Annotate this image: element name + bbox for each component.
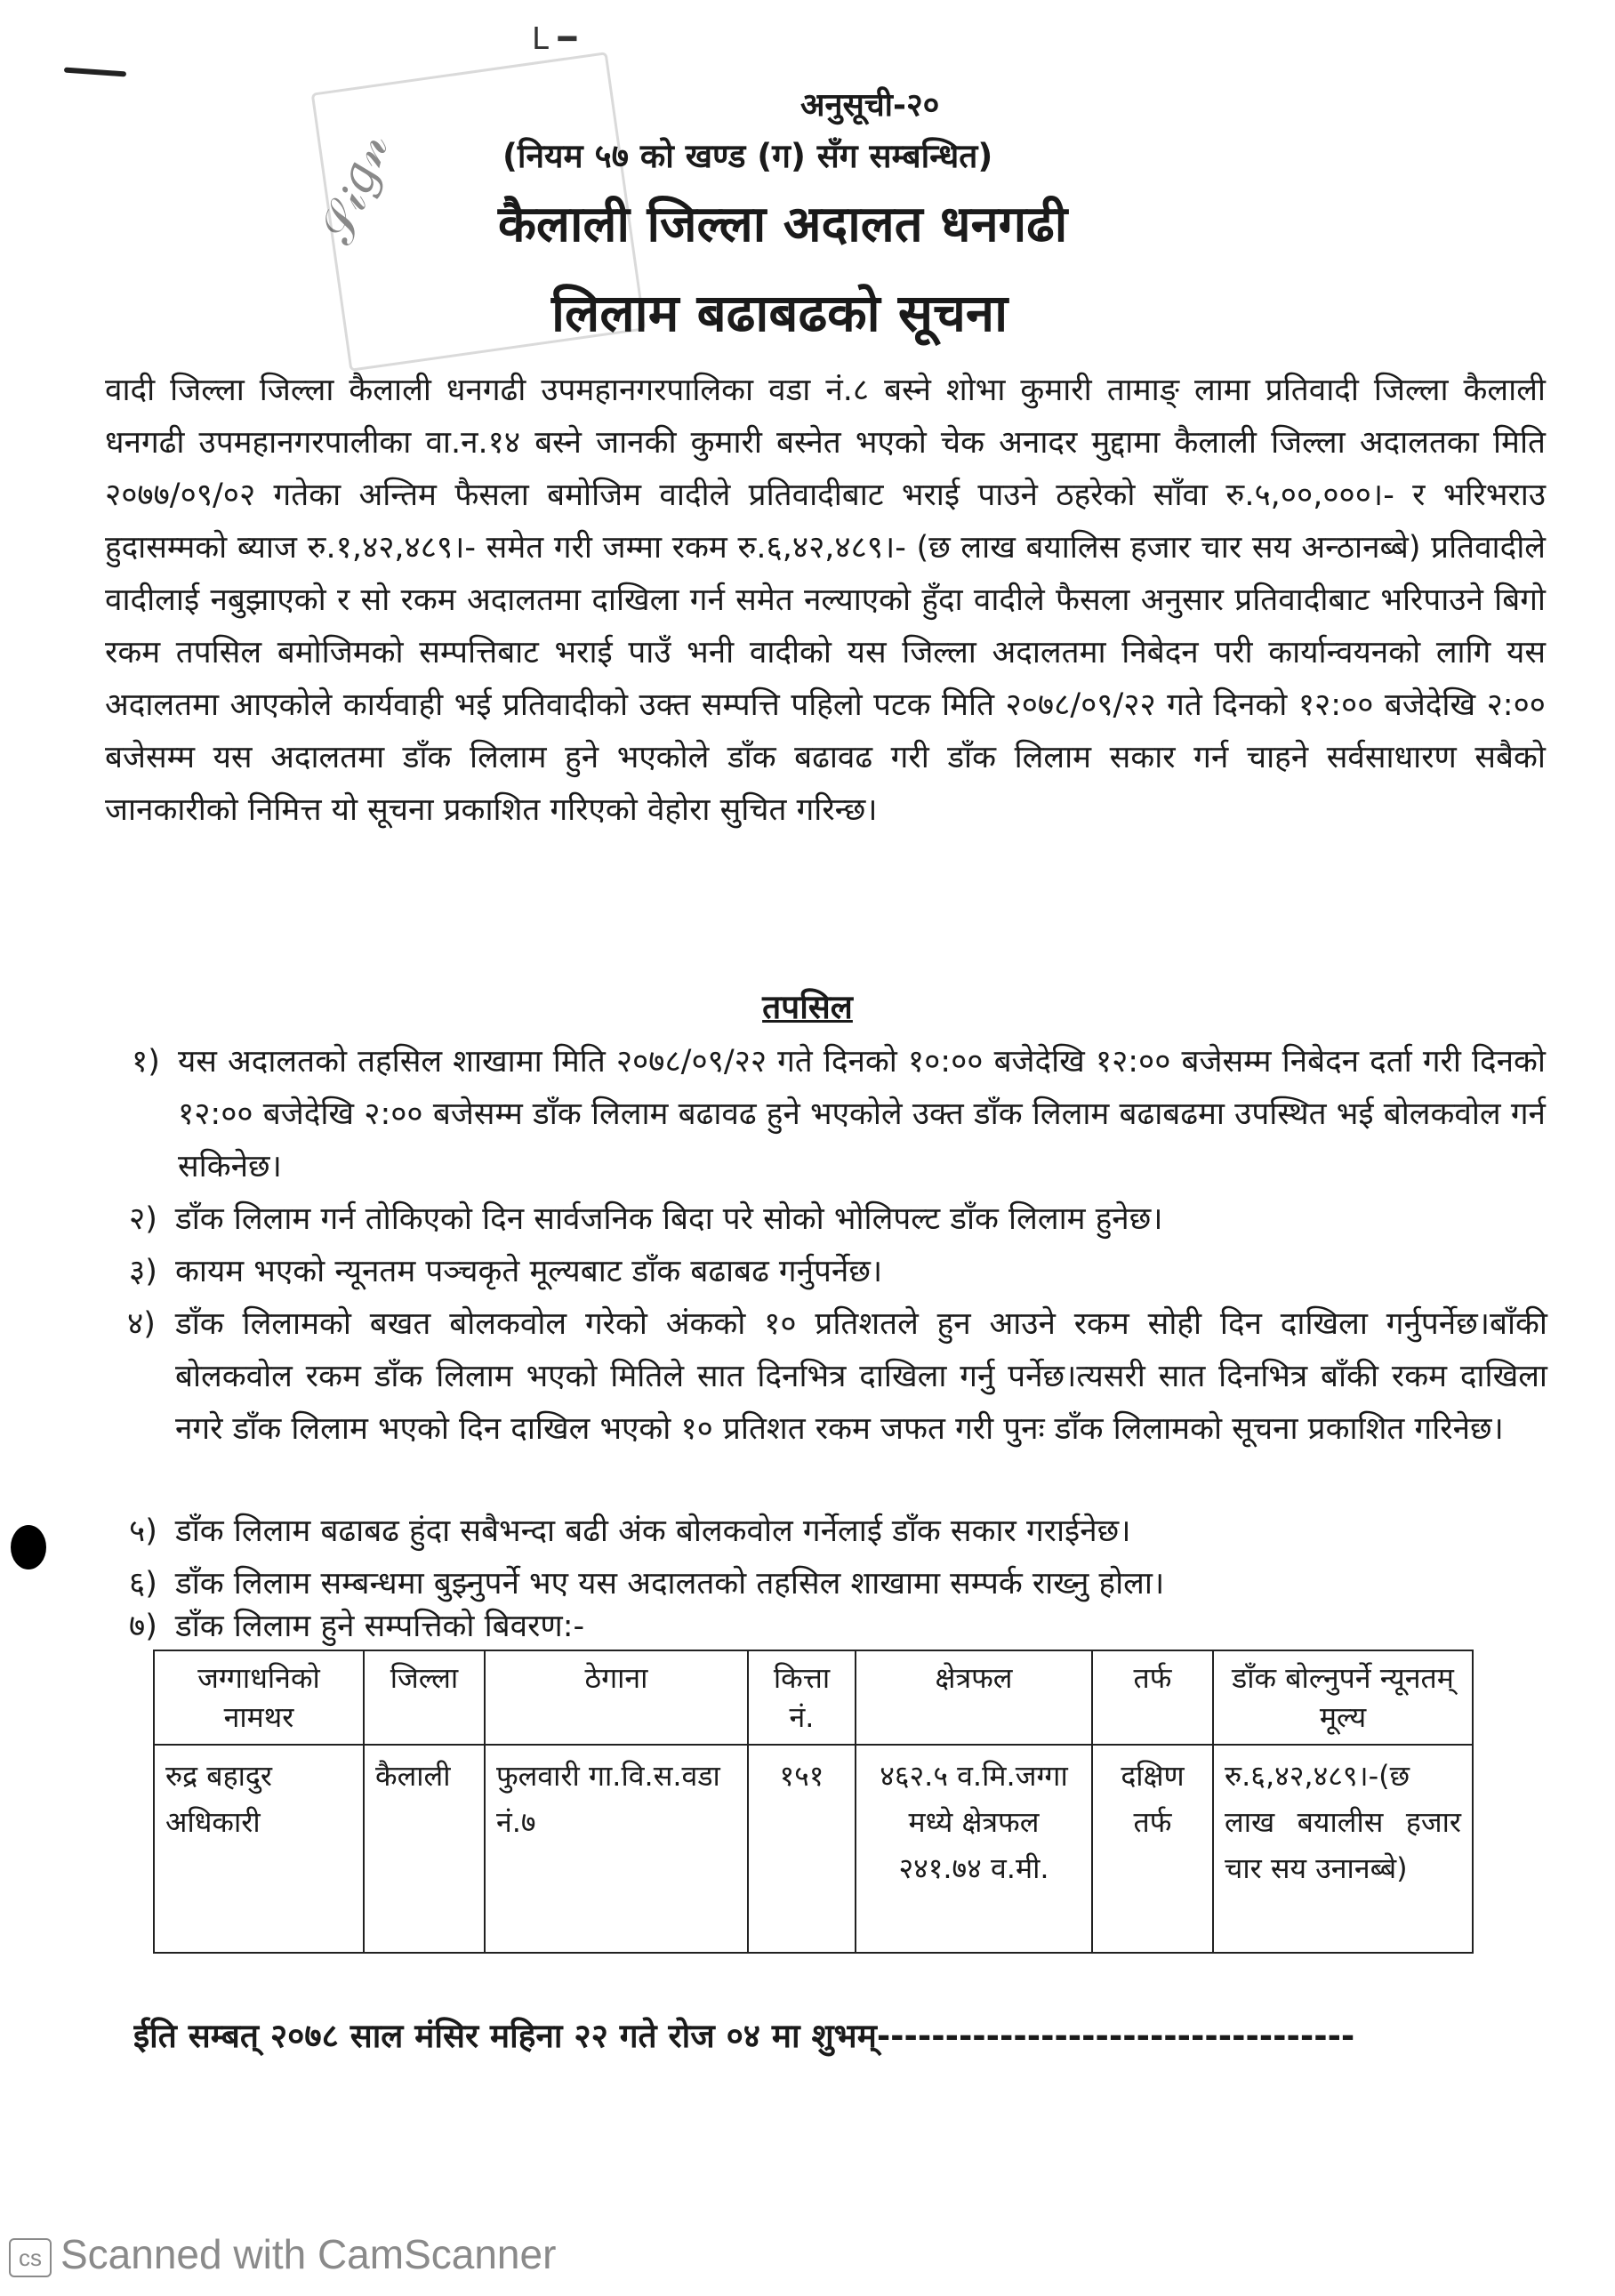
details-heading-text: तपसिल: [762, 988, 853, 1026]
notice-paragraph: वादी जिल्ला जिल्ला कैलाली धनगढी उपमहानगरपालिका वडा नं.८ बस्ने शोभा कुमारी तामाङ् लामा प्रतिवादी जिल्ला कैलाली धनगढी उपमहानगरपालीका वा.न.१४ बस्ने जानकी कुमारी बस्नेत भएको चेक अनादर मुद्दामा कैलाली जिल्ला अदालतका मिति २०७७/०९/०२ गतेका अन्तिम फैसला बमोजिम वादीले प्रतिवादीबाट भराई पाउने ठहरेको साँवा रु.५,००,०००।- र भरिभराउ हुदासम्मको ब्याज रु.१,४२,४८९।- समेत गरी जम्मा रकम रु.६,४२,४८९।- (छ लाख बयालिस हजार चार सय अन्ठानब्बे) प्रतिवादीले वादीलाई नबुझाएको र सो रकम अदालतमा दाखिला गर्न समेत नल्याएको हुँदा वादीले फैसला अनुसार प्रतिवादीबाट भरिपाउने बिगो रकम तपसिल बमोजिमको सम्पत्तिबाट भराई पाउँ भनी वादीको यस जिल्ला अदालतमा निबेदन परी कार्यान्वयनको लागि यस अदालतमा आएकोले कार्यवाही भई प्रतिवादीको उक्त सम्पत्ति पहिलो पटक मिति २०७८/०९/२२ गते दिनको १२:०० बजेदेखि २:०० बजेसम्म यस अदालतमा डाँक लिलाम हुने भएकोले डाँक बढावढ गरी डाँक लिलाम सकार गर्न चाहने सर्वसाधारण सबैको जानकारीको निमित्त यो सूचना प्रकाशित गरिएको वेहोरा सुचित गरिन्छ।: [105, 373, 1546, 828]
clause-text: कायम भएको न्यूनतम पञ्चकृते मूल्यबाट डाँक बढाबढ गर्नुपर्नेछ।: [175, 1254, 883, 1289]
clause-number: ७): [129, 1609, 157, 1644]
camscanner-text: Scanned with CamScanner: [60, 2231, 557, 2277]
clause-text: डाँक लिलाम बढाबढ हुंदा सबैभन्दा बढी अंक बोलकवोल गर्नेलाई डाँक सकार गराईनेछ।: [175, 1513, 1131, 1549]
court-name: कैलाली जिल्ला अदालत धनगढी: [498, 196, 1068, 253]
punch-hole: [11, 1525, 46, 1569]
clause-text: डाँक लिलामको बखत बोलकवोल गरेको अंकको १० प्रतिशतले हुन आउने रकम सोही दिन दाखिला गर्नुपर्नेछ।बाँकी बोलकवोल रकम डाँक लिलाम भएको मितिले सात दिनभित्र दाखिला गर्नु पर्नेछ।त्यसरी सात दिनभित्र बाँकी रकम दाखिला नगरे डाँक लिलाम भएको दिन दाखिल भएको १० प्रतिशत रकम जफत गरी पुनः डाँक लिलामको सूचना प्रकाशित गरिनेछ।: [175, 1306, 1547, 1447]
cell-plot-number: १५१: [748, 1745, 856, 1953]
clause-text: डाँक लिलाम गर्न तोकिएको दिन सार्वजनिक बिदा परे सोको भोलिपल्ट डाँक लिलाम हुनेछ।: [175, 1201, 1163, 1237]
cell-address: फुलवारी गा.वि.स.वडा नं.७: [485, 1745, 748, 1953]
pen-mark-top: ᒪ ━: [532, 21, 577, 57]
col-area: क्षेत्रफल: [856, 1650, 1092, 1745]
cell-side: दक्षिण तर्फ: [1092, 1745, 1213, 1953]
clause-number: ४): [127, 1306, 156, 1342]
table-row: [154, 1745, 1473, 1953]
col-side: तर्फ: [1092, 1650, 1213, 1745]
rule-reference: (नियम ५७ को खण्ड (ग) सँग सम्बन्धित): [502, 137, 993, 175]
details-heading: [0, 983, 1615, 1028]
property-table: [153, 1650, 1474, 1954]
handwritten-signature: 𝒮𝒾𝑔𝓃: [308, 125, 400, 252]
clause-number: ३): [129, 1254, 157, 1289]
clause-number: २): [129, 1201, 157, 1237]
schedule-number: अनुसूची-२०: [800, 87, 940, 124]
cell-district: कैलाली: [364, 1745, 485, 1953]
clause-5: [129, 1505, 1547, 1558]
notice-title: लिलाम बढाबढको सूचना: [551, 283, 1008, 343]
col-plot-number: कित्ता नं.: [748, 1650, 856, 1745]
clause-2: [129, 1193, 1547, 1246]
clause-4: [127, 1298, 1547, 1456]
camscanner-watermark: [9, 2230, 556, 2278]
col-district: जिल्ला: [364, 1650, 485, 1745]
clause-number: ५): [129, 1513, 157, 1549]
cell-minimum-price: रु.६,४२,४८९।-(छ लाख बयालीस हजार चार सय उनानब्बे): [1213, 1745, 1473, 1953]
clause-text: डाँक लिलाम हुने सम्पत्तिको बिवरण:-: [175, 1609, 585, 1644]
closing-line: ईति सम्बत् २०७८ साल मंसिर महिना २२ गते रोज ०४ मा शुभम्-----------------------------------: [133, 2017, 1355, 2055]
clause-number: ६): [129, 1566, 157, 1602]
col-minimum-price: डाँक बोल्नुपर्ने न्यूनतम् मूल्य: [1213, 1650, 1473, 1745]
clause-1: [132, 1036, 1546, 1193]
pen-mark: [64, 68, 126, 77]
clause-number: १): [132, 1044, 160, 1080]
col-owner-name: जग्गाधनिको नामथर: [154, 1650, 364, 1745]
clause-text: यस अदालतको तहसिल शाखामा मिति २०७८/०९/२२ गते दिनको १०:०० बजेदेखि १२:०० बजेसम्म निबेदन दर्ता गरी दिनको १२:०० बजेदेखि २:०० बजेसम्म डाँक लिलाम बढावढ हुने भएकोले उक्त डाँक लिलाम बढाबढमा उपस्थित भई बोलकवोल गर्न सकिनेछ।: [178, 1044, 1546, 1184]
clause-text: डाँक लिलाम सम्बन्धमा बुझ्नुपर्ने भए यस अदालतको तहसिल शाखामा सम्पर्क राख्नु होला।: [175, 1566, 1165, 1602]
clause-7: [129, 1601, 1547, 1653]
cell-area: ४६२.५ व.मि.जग्गा मध्ये क्षेत्रफल २४१.७४ व.मी.: [856, 1745, 1092, 1953]
camscanner-logo-icon: cs: [9, 2238, 52, 2277]
cell-owner-name: रुद्र बहादुर अधिकारी: [154, 1745, 364, 1953]
col-address: ठेगाना: [485, 1650, 748, 1745]
clause-3: [129, 1246, 1547, 1298]
table-header-row: [154, 1650, 1473, 1745]
